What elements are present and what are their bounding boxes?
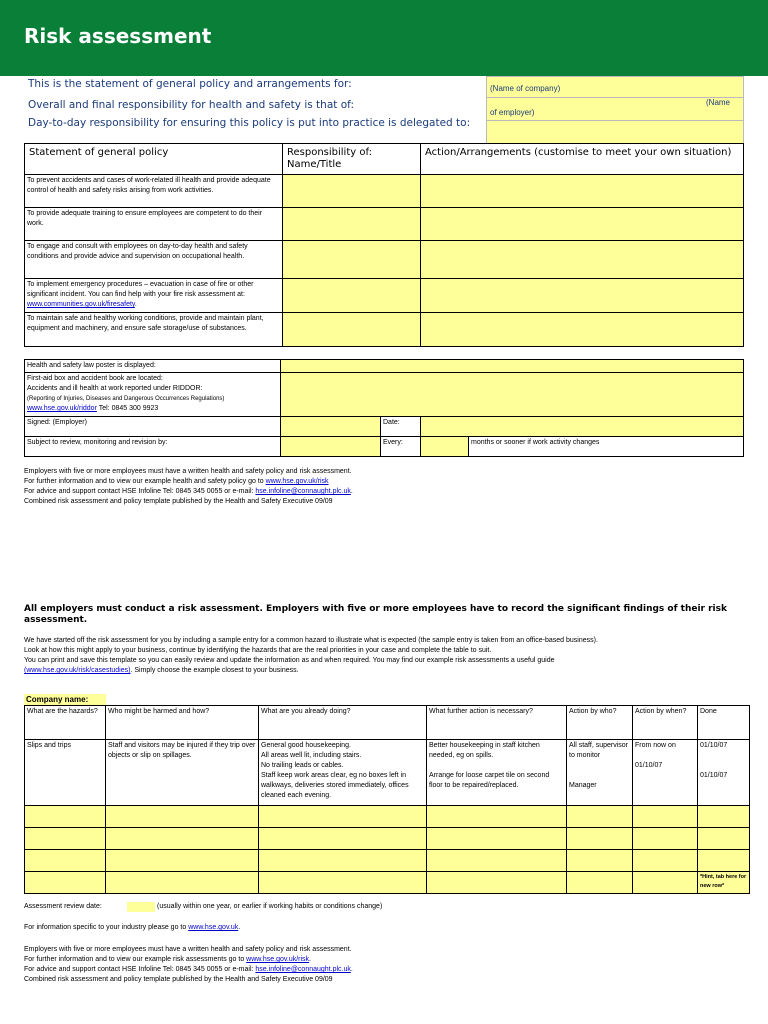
policy-statement: To maintain safe and healthy working conditions, provide and maintain plant, equipment and machinery, and ensure safe storage/use of substances. [25,313,283,347]
risk-intro-p2: Look at how this might apply to your business, continue by identifying the hazards that are the real priorities in your case and complete the table to suit. [24,647,492,654]
risk-cell[interactable] [106,828,259,850]
risk-intro-p1: We have started off the risk assessment for you by including a sample entry for a common hazard to illustrate what is expected (the sample entry is taken from an office-based business). [24,637,598,644]
action-cell[interactable] [421,279,744,313]
risk-cell[interactable] [633,872,698,894]
riddor-link[interactable]: www.hse.gov.uk/riddor [27,405,97,412]
fire-safety-link[interactable]: www.communities.gov.uk/firesafety [27,301,135,308]
riddor-subtitle: (Reporting of Injuries, Diseases and Dangerous Occurrences Regulations) [27,396,225,402]
risk-intro-text [24,636,752,676]
risk-cell[interactable] [259,872,427,894]
intro-line-3: Day-to-day responsibility for ensuring this policy is put into practice is delegated to: [28,117,471,129]
risk-cell[interactable] [427,806,567,828]
footnote2-line4: Combined risk assessment and policy template published by the Health and Safety Executive 09/09 [24,976,333,983]
sample-by-when [633,740,698,806]
risk-header-done: Done [698,706,750,740]
footnote2-line3-text: For advice and support contact HSE Infoline Tel: 0845 345 0055 or e-mail: [24,966,256,973]
risk-header-hazards: What are the hazards? [25,706,106,740]
risk-cell[interactable] [259,828,427,850]
risk-cell[interactable] [567,828,633,850]
casestudies-link[interactable]: (www.hse.gov.uk/risk/casestudies) [24,667,131,674]
doing-item: No trailing leads or cables. [261,762,344,769]
industry-line: For information specific to your industry please go to www.hse.gov.uk. [24,924,241,931]
responsibility-cell[interactable] [283,208,421,241]
poster-field[interactable] [281,360,744,373]
risk-cell[interactable] [698,850,750,872]
sample-doing [259,740,427,806]
hse-link[interactable]: www.hse.gov.uk [188,924,239,931]
risk-cell[interactable] [259,850,427,872]
risk-header-doing: What are you already doing? [259,706,427,740]
risk-cell[interactable] [25,850,106,872]
company-name-field[interactable]: (Name of company) [490,84,561,93]
industry-text: For information specific to your industry please go to [24,924,189,931]
table-row [25,740,750,806]
policy-statement-fire: To implement emergency procedures – evacuation in case of fire or other significant incident. You can find help with your fire risk assessment at: www.communities.gov.uk/firesafety. [25,279,283,313]
info-table [24,359,744,457]
firstaid-label: First-aid box and accident book are located: [27,375,163,382]
policy-table [24,143,744,347]
signed-label: Signed: (Employer) [25,417,281,437]
responsibility-cell[interactable] [283,241,421,279]
company-name-label[interactable]: Company name: [24,694,106,705]
risk-cell[interactable] [25,806,106,828]
risk-intro-p3: You can print and save this template so you can easily review and update the information as and when required. You may find our example risk assessments a useful guide [24,657,555,664]
review-by-field[interactable] [281,437,381,457]
hint-cell[interactable]: *Hint, tab here for new row* [698,872,750,894]
policy-statement: To engage and consult with employees on day-to-day health and safety conditions and provide advice and supervision on occupational health. [25,241,283,279]
by-when-item: From now on [635,742,676,749]
review-by-label: Subject to review, monitoring and revision by: [25,437,281,457]
table-row [25,872,750,894]
footnote1-line2 [24,477,744,487]
risk-header-further: What further action is necessary? [427,706,567,740]
sample-who: Staff and visitors may be injured if they trip over objects or slip on spillages. [106,740,259,806]
risk-intro-p4-text: . Simply choose the example closest to your business. [130,667,299,674]
risk-table [24,705,750,894]
footnote1-line3: For advice and support contact HSE Infoline Tel: 0845 345 0055 or e-mail: hse.infoline@connaught.plc.uk. [24,488,353,495]
fire-text: To implement emergency procedures – evacuation in case of fire or other significant incident. You can find help with your fire risk assessment at: [27,281,254,298]
risk-cell[interactable] [106,850,259,872]
risk-cell[interactable] [106,872,259,894]
risk-cell[interactable] [633,828,698,850]
every-field[interactable] [421,437,469,457]
action-cell[interactable] [421,175,744,208]
firstaid-riddor-cell [25,373,281,417]
risk-cell[interactable] [25,872,106,894]
risk-cell[interactable] [633,806,698,828]
intro-divider-2 [486,120,744,121]
risk-cell[interactable] [567,806,633,828]
footnote1-line3-text: For advice and support contact HSE Infoline Tel: 0845 345 0055 or e-mail: [24,488,256,495]
responsibility-cell[interactable] [283,175,421,208]
risk-cell[interactable] [633,850,698,872]
risk-cell[interactable] [567,872,633,894]
infoline-email-link[interactable]: hse.infoline@connaught.plc.uk [255,966,351,973]
done-item: 01/10/07 [700,742,728,749]
action-cell[interactable] [421,241,744,279]
every-label: Every: [381,437,421,457]
risk-intro-p4 [24,666,752,676]
footnote2-line2: For further information and to view our example risk assessments go to www.hse.gov.uk/risk. [24,956,311,963]
signed-field[interactable] [281,417,381,437]
policy-header-statement: Statement of general policy [25,144,283,175]
further-item: Better housekeeping in staff kitchen needed, eg on spills. [429,742,540,759]
risk-cell[interactable] [25,828,106,850]
footnote-2 [24,945,744,985]
employer-name-field-a[interactable]: (Name [706,98,731,107]
further-item: Arrange for loose carpet tile on second floor to be repaired/replaced. [429,772,550,789]
sample-hazard: Slips and trips [25,740,106,806]
risk-header-who: Who might be harmed and how? [106,706,259,740]
table-row [25,828,750,850]
firstaid-field[interactable] [281,373,744,417]
poster-label: Health and safety law poster is displayed: [25,360,281,373]
responsibility-cell[interactable] [283,313,421,347]
review-date-note: (usually within one year, or earlier if working habits or conditions change) [157,903,383,910]
risk-cell[interactable] [427,872,567,894]
sample-done [698,740,750,806]
footnote-1 [24,467,744,507]
months-label: months or sooner if work activity changes [469,437,744,457]
responsibility-cell[interactable] [283,279,421,313]
table-row [25,806,750,828]
footnote2-line3: For advice and support contact HSE Infoline Tel: 0845 345 0055 or e-mail: hse.infoline@connaught.plc.uk. [24,966,353,973]
action-cell[interactable] [421,208,744,241]
sample-by-who [567,740,633,806]
policy-statement: To provide adequate training to ensure employees are competent to do their work. [25,208,283,241]
policy-statement: To prevent accidents and cases of work-related ill health and provide adequate control of health and safety risks arising from work activities. [25,175,283,208]
riddor-label: Accidents and ill health at work reported under RIDDOR: [27,385,203,392]
footnote2-line2-text: For further information and to view our example risk assessments go to [24,956,247,963]
footnote1-line1: Employers with five or more employees must have a written health and safety policy and risk assessment. [24,468,352,475]
intro-line-1: This is the statement of general policy and arrangements for: [28,78,352,90]
risk-cell[interactable] [698,806,750,828]
employer-name-field-b[interactable]: of employer) [490,108,535,117]
risk-header-by-who: Action by who? [567,706,633,740]
footnote1-line2-text: For further information and to view our example health and safety policy go to [24,478,266,485]
risk-cell[interactable] [698,828,750,850]
risk-header-by-when: Action by when? [633,706,698,740]
by-when-item: 01/10/07 [635,762,663,769]
policy-header-action: Action/Arrangements (customise to meet your own situation) [421,144,744,175]
risk-cell[interactable] [427,850,567,872]
infoline-email-link[interactable]: hse.infoline@connaught.plc.uk [255,488,351,495]
date-field[interactable] [421,417,744,437]
page-title: Risk assessment [24,24,212,48]
risk-link[interactable]: www.hse.gov.uk/risk [265,478,329,485]
intro-line-2: Overall and final responsibility for health and safety is that of: [28,99,354,111]
sample-further [427,740,567,806]
footnote1-line4: Combined risk assessment and policy template published by the Health and Safety Executive 09/09 [24,498,333,505]
table-row [25,850,750,872]
doing-item: All areas well lit, including stairs. [261,752,362,759]
footnote2-line1: Employers with five or more employees must have a written health and safety policy and risk assessment. [24,946,352,953]
date-label: Date: [381,417,421,437]
risk-cell[interactable] [106,806,259,828]
risk-heading: All employers must conduct a risk assessment. Employers with five or more employees have to record the significant findings of their risk assessment. [24,604,727,625]
action-cell[interactable] [421,313,744,347]
by-who-item: All staff, supervisor to monitor [569,742,629,759]
review-date-label: Assessment review date: [24,903,102,910]
policy-header-responsibility: Responsibility of: Name/Title [283,144,421,175]
doing-item: General good housekeeping. [261,742,351,749]
doing-item: Staff keep work areas clear, eg no boxes left in walkways, deliveries stored immediately, offices cleaned each evening. [261,772,409,799]
done-item: 01/10/07 [700,772,728,779]
risk-link[interactable]: www.hse.gov.uk/risk [246,956,310,963]
risk-cell[interactable] [567,850,633,872]
risk-cell[interactable] [427,828,567,850]
by-who-item: Manager [569,782,597,789]
riddor-tel: Tel: 0845 300 9923 [96,405,159,412]
review-date-field[interactable] [127,902,155,912]
risk-cell[interactable] [259,806,427,828]
